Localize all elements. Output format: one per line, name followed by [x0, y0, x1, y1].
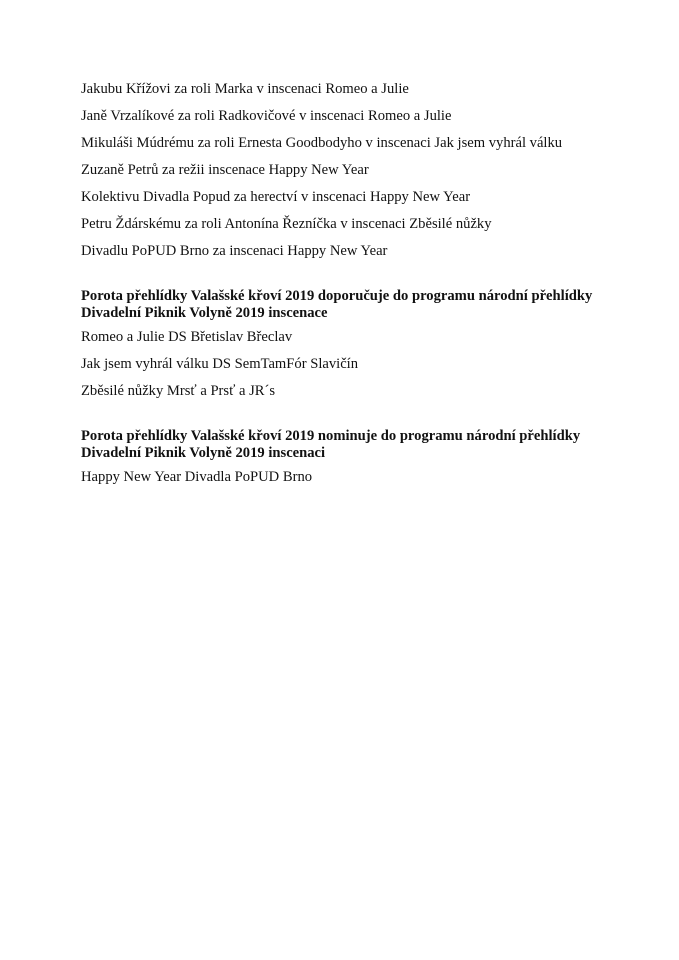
recommendation-section — [81, 288, 621, 400]
recommendation-heading-line2: Divadelní Piknik Volyně 2019 inscenace — [81, 305, 328, 321]
award-item: Zuzaně Petrů za režii inscenace Happy New Year — [81, 162, 369, 178]
award-item: Kolektivu Divadla Popud za herectví v inscenaci Happy New Year — [81, 189, 471, 205]
award-item: Mikuláši Múdrému za roli Ernesta Goodbodyho v inscenaci Jak jsem vyhrál válku — [81, 135, 563, 151]
awards-list — [81, 80, 621, 260]
nomination-heading — [81, 428, 621, 462]
recommended-production: Zběsilé nůžky Mrsť a Prsť a JR´s — [81, 383, 276, 399]
document-content — [81, 80, 621, 495]
section-spacer — [81, 269, 621, 288]
recommendation-heading — [81, 288, 621, 322]
nomination-heading-line2: Divadelní Piknik Volyně 2019 inscenaci — [81, 445, 326, 461]
recommendation-heading-line1: Porota přehlídky Valašské křoví 2019 doporučuje do programu národní přehlídky — [81, 288, 593, 304]
award-item: Divadlu PoPUD Brno za inscenaci Happy New Year — [81, 243, 388, 259]
award-item: Jakubu Křížovi za roli Marka v inscenaci Romeo a Julie — [81, 81, 409, 97]
nominated-production: Happy New Year Divadla PoPUD Brno — [81, 469, 313, 485]
recommended-production: Romeo a Julie DS Břetislav Břeclav — [81, 329, 293, 345]
recommended-production: Jak jsem vyhrál válku DS SemTamFór Slavičín — [81, 356, 359, 372]
award-item: Petru Ždárskému za roli Antonína Řezníčka v inscenaci Zběsilé nůžky — [81, 216, 492, 232]
nomination-heading-line1: Porota přehlídky Valašské křoví 2019 nominuje do programu národní přehlídky — [81, 428, 581, 444]
nomination-section — [81, 428, 621, 486]
section-spacer — [81, 409, 621, 428]
award-item: Janě Vrzalíkové za roli Radkovičové v inscenaci Romeo a Julie — [81, 108, 452, 124]
